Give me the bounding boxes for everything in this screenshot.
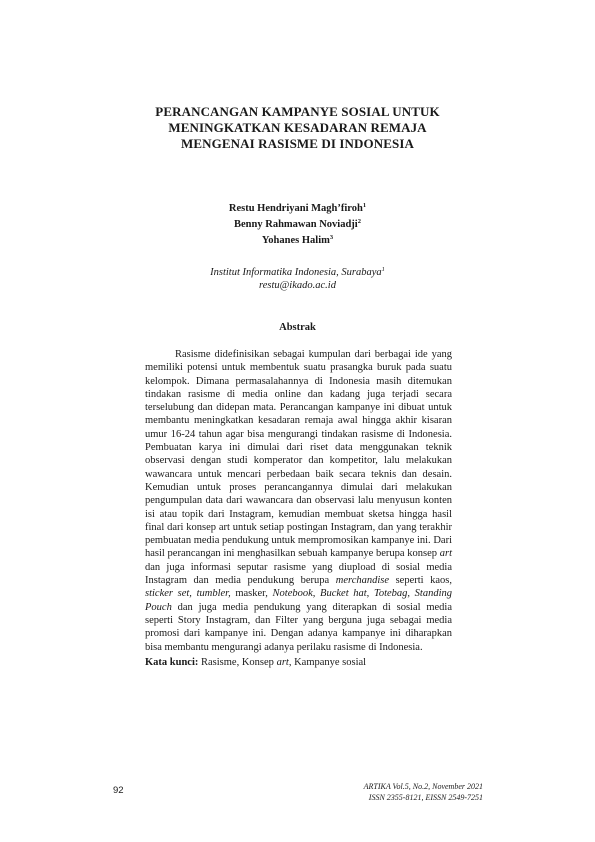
page-number: 92: [113, 785, 124, 796]
title-line-2: MENINGKATKAN KESADARAN REMAJA: [168, 120, 427, 135]
affiliation: [160, 263, 435, 279]
author-1-mark: 1: [362, 202, 367, 209]
author-2-mark: 2: [357, 218, 361, 225]
author-2-name: Benny Rahmawan Noviadji: [234, 219, 358, 230]
abstract-notebook-term: Notebook, Bucket hat, Totebag, Standing Pouch: [145, 588, 453, 613]
abstract-text-2: dan juga informasi seputar rasisme yang diupload di sosial media Instagram dan media pendukung berupa: [145, 561, 452, 587]
journal-line-2: ISSN 2355-8121, EISSN 2549-7251: [368, 793, 483, 802]
title-line-1: PERANCANGAN KAMPANYE SOSIAL UNTUK: [155, 104, 440, 119]
author-1: [160, 199, 435, 215]
author-list: [160, 199, 435, 247]
abstract-body: [145, 348, 452, 654]
keywords-post: , Kampanye sosial: [288, 657, 367, 668]
author-3-name: Yohanes Halim: [261, 235, 330, 246]
author-email[interactable]: restu@ikado.ac.id: [259, 280, 336, 291]
abstract-merch-term: merchandise: [335, 575, 390, 587]
author-2: [160, 215, 435, 231]
abstract-text-1: Rasisme didefinisikan sebagai kumpulan dari berbagai ide yang memiliki potensi untuk membentuk suatu prasangka buruk pada suatu kelompok. Dimana permasalahannya di Indonesia masih ditemukan tindakan rasisme di media online dan kadang juga terjadi secara terselubung dan didepan mata. Perancangan kampanye ini dibuat untuk membantu meningkatkan kesadaran remaja awal hingga akhir kisaran umur 16-24 tahun agar bisa mengurangi tindakan rasisme di Indonesia. Pembuatan karya ini dimulai dari riset data menggunakan teknik observasi dengan studi komperator dan kompetitor, lalu melakukan wawancara untuk mencari perbedaan baik secara teknis dan desain. Kemudian untuk proses perancangannya dimulai dari melakukan pengumpulan data dari wawancara dan observasi lalu menyusun konten isi atau topik dari Instagram, kemudian membuat sketsa hingga hasil final dari konsep art untuk setiap postingan Instagram, dan yang terakhir pembuatan media pendukung untuk mempromosikan kampanye ini. Dari hasil perancangan ini menghasilkan sebuah kampanye berupa konsep: [145, 349, 452, 560]
abstract-sticker-term: sticker set, tumbler,: [145, 588, 231, 600]
keywords-art: art: [276, 657, 289, 668]
abstract-text-5: dan juga media pendukung yang diterapkan di sosial media seperti Story Instagram, dan Filter yang berguna juga sebagai media promosi dari kampanye ini. Dengan adanya kampanye ini diharapkan bisa membantu mengurangi adanya perilaku rasisme di Indonesia.: [145, 601, 452, 653]
keywords: [145, 656, 452, 669]
paper-title: [120, 104, 475, 152]
abstract-heading: Abstrak: [279, 322, 316, 333]
journal-info: [364, 781, 483, 803]
abstract-text-4: masker,: [235, 588, 268, 600]
affiliation-name: Institut Informatika Indonesia, Surabaya: [210, 267, 382, 278]
journal-line-1: ARTIKA Vol.5, No.2, November 2021: [363, 782, 483, 791]
abstract-art-term: art: [439, 548, 453, 560]
keywords-label: Kata kunci:: [145, 657, 199, 668]
author-1-name: Restu Hendriyani Magh’firoh: [228, 203, 363, 214]
keywords-pre: Rasisme, Konsep: [201, 657, 274, 668]
author-3: [160, 231, 435, 247]
title-line-3: MENGENAI RASISME DI INDONESIA: [181, 136, 414, 151]
affiliation-block: [160, 263, 435, 292]
abstract-text-3: seperti kaos,: [395, 575, 452, 587]
affiliation-mark: 1: [381, 266, 385, 273]
author-3-mark: 3: [329, 234, 334, 241]
